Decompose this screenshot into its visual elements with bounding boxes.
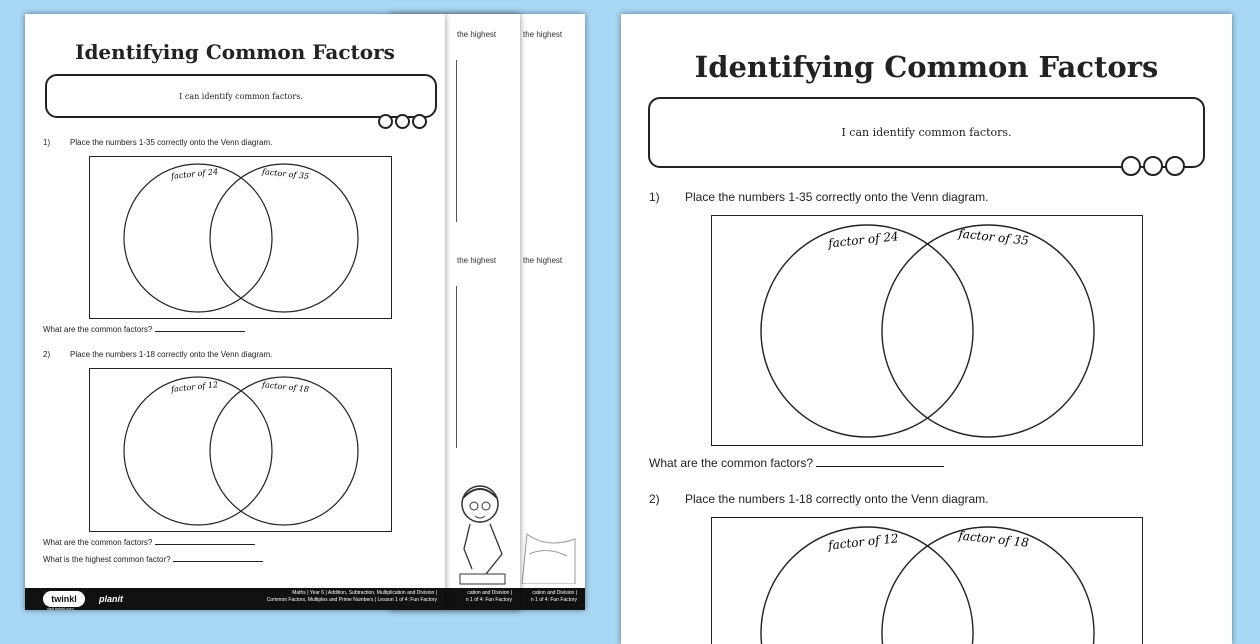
learning-objective-box	[45, 74, 437, 118]
question-text: Place the numbers 1-18 correctly onto the Venn diagram.	[70, 350, 273, 359]
question-number: 2)	[43, 350, 51, 359]
answer-line[interactable]	[155, 544, 255, 545]
venn-circle-right	[210, 164, 358, 312]
back-page-box	[456, 286, 457, 448]
back-page-snippet: the highest	[457, 256, 497, 265]
venn-circle-right	[882, 225, 1094, 437]
footer-info: Maths | Year 6 | Addition, Subtraction, Multiplication and Division | Common Factors, Multiples and Prime Numbers | Lesson 1 of 4: Fun Factory	[266, 590, 437, 603]
objective-dots	[378, 114, 427, 129]
back-page-box	[456, 60, 457, 222]
venn-label-right: factor of 18	[261, 380, 310, 395]
answer-prompt-common-factors-1: What are the common factors?	[649, 456, 944, 470]
objective-dots	[1121, 156, 1185, 176]
dot-icon	[1165, 156, 1185, 176]
dot-icon	[412, 114, 427, 129]
question-text: Place the numbers 1-35 correctly onto the Venn diagram.	[70, 138, 273, 147]
venn-label-left: factor of 12	[170, 380, 219, 394]
question-number: 1)	[43, 138, 51, 147]
question-number: 2)	[649, 492, 660, 506]
venn-circle-left	[761, 225, 973, 437]
back-page-snippet: the highest	[523, 30, 563, 39]
venn-circle-right	[210, 377, 358, 525]
planit-brand: planit	[99, 594, 123, 604]
back-page-footer: cation and Division | n 1 of 4: Fun Factory	[445, 588, 585, 610]
dot-icon	[378, 114, 393, 129]
back-page-snippet: the highest	[457, 30, 497, 39]
worksheet-title: Identifying Common Factors	[694, 50, 1159, 84]
learning-objective-text: I can identify common factors.	[179, 91, 303, 101]
answer-line[interactable]	[155, 331, 245, 332]
answer-prompt-highest-common-factor: What is the highest common factor?	[43, 555, 263, 564]
venn-diagram-2[interactable]	[89, 368, 392, 532]
worksheet-title: Identifying Common Factors	[75, 40, 395, 64]
venn-label-right: factor of 35	[261, 167, 310, 182]
dot-icon	[395, 114, 410, 129]
venn-circle-left	[124, 164, 272, 312]
worksheet-preview-small	[25, 14, 445, 610]
boy-illustration	[517, 494, 577, 584]
twinkl-logo: twinkl	[43, 591, 85, 607]
footer-site: visit twinkl.com	[47, 606, 74, 610]
venn-label-right: factor of 18	[957, 528, 1030, 550]
answer-line[interactable]	[173, 561, 263, 562]
venn-label-left: factor of 24	[170, 167, 219, 181]
venn-label-right: factor of 35	[957, 226, 1030, 248]
answer-prompt-common-factors-1: What are the common factors?	[43, 325, 245, 334]
worksheet-footer	[25, 588, 445, 610]
venn-diagram-1[interactable]	[711, 215, 1143, 446]
venn-label-left: factor of 24	[827, 229, 900, 251]
back-page-snippet: the highest	[523, 256, 563, 265]
question-text: Place the numbers 1-18 correctly onto the Venn diagram.	[685, 492, 989, 506]
back-page-footer: cation and Division | n 1 of 4: Fun Factory	[390, 588, 520, 610]
question-text: Place the numbers 1-35 correctly onto the Venn diagram.	[685, 190, 989, 204]
venn-diagram-2[interactable]	[711, 517, 1143, 644]
dot-icon	[1143, 156, 1163, 176]
dot-icon	[1121, 156, 1141, 176]
worksheet-preview-large	[621, 14, 1232, 644]
venn-label-left: factor of 12	[827, 531, 900, 553]
answer-line[interactable]	[816, 466, 944, 467]
answer-prompt-common-factors-2: What are the common factors?	[43, 538, 255, 547]
learning-objective-text: I can identify common factors.	[841, 126, 1012, 139]
venn-diagram-1[interactable]	[89, 156, 392, 319]
venn-circle-left	[124, 377, 272, 525]
boy-illustration	[450, 474, 510, 592]
question-number: 1)	[649, 190, 660, 204]
